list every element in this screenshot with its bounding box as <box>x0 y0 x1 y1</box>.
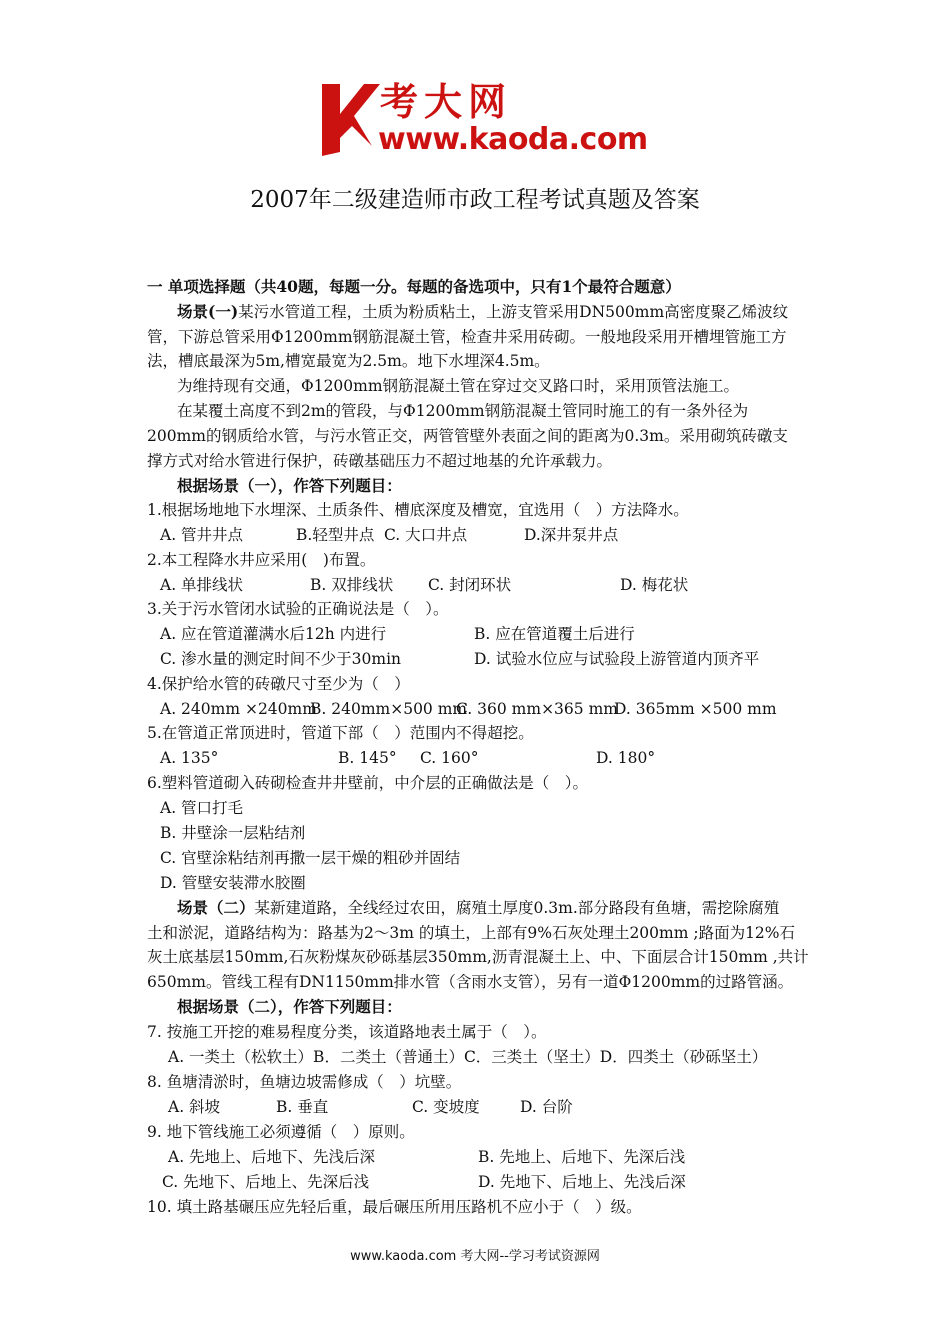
question-stem: 6.塑料管道砌入砖砌检查井井壁前，中介层的正确做法是（ ）。 <box>147 774 589 792</box>
question-stem: 5.在管道正常顶进时，管道下部（ ）范围内不得超挖。 <box>147 724 534 742</box>
logo-url-text: www.kaoda.com <box>378 122 648 157</box>
option-c: C. 官壁涂粘结剂再撒一层干燥的粗砂并固结 <box>160 849 461 867</box>
option-b: B. 先地上、后地下、先深后浅 <box>478 1148 686 1166</box>
option-d: D. 梅花状 <box>620 576 689 594</box>
kaoda-logo <box>318 76 648 162</box>
question-stem: 10. 填土路基碾压应先轻后重，最后碾压所用压路机不应小于（ ）级。 <box>147 1198 642 1216</box>
option-b: B.轻型井点 <box>296 526 375 544</box>
option-d: D.深井泵井点 <box>524 526 619 544</box>
option-c: C. 大口井点 <box>384 526 468 544</box>
scene1-prompt: 根据场景（一），作答下列题目： <box>177 476 402 495</box>
question-stem: 8. 鱼塘清淤时，鱼塘边坡需修成（ ）坑壁。 <box>147 1073 462 1091</box>
option-c: C. 先地下、后地上、先深后浅 <box>162 1173 370 1191</box>
option-d: D. 试验水位应与试验段上游管道内顶齐平 <box>474 650 760 668</box>
option-a: A. 斜坡 <box>168 1098 221 1116</box>
option-a: A. 管口打毛 <box>160 799 244 817</box>
logo-chinese-text: 考大网 <box>380 80 513 124</box>
question-stem: 9. 地下管线施工必须遵循（ ）原则。 <box>147 1123 415 1141</box>
option-a: A. 先地上、后地下、先浅后深 <box>168 1148 376 1166</box>
question-stem: 2.本工程降水井应采用( )布置。 <box>147 551 376 569</box>
option-b: B. 双排线状 <box>310 576 394 594</box>
section-heading: 一 单项选择题（共40题，每题一分。每题的备选项中，只有1个最符合题意） <box>147 277 681 296</box>
scene1-label: 场景(一) <box>177 302 239 321</box>
question-stem: 4.保护给水管的砖礅尺寸至少为（ ） <box>147 675 410 693</box>
scene2-prompt: 根据场景（二），作答下列题目： <box>177 997 402 1016</box>
option-b: B. 应在管道覆土后进行 <box>474 625 635 643</box>
scene1-text: 撑方式对给水管进行保护，砖礅基础压力不超过地基的允许承载力。 <box>147 452 613 470</box>
scene2-text: 灰土底基层150mm,石灰粉煤灰砂砾基层350mm,沥青混凝土上、中、下面层合计150mm ,共计 <box>147 948 809 966</box>
question-stem: 3.关于污水管闭水试验的正确说法是（ ）。 <box>147 600 449 618</box>
option-d: D. 180° <box>596 749 656 767</box>
option-b: B. 井壁涂一层粘结剂 <box>160 824 306 842</box>
option-b: B. 垂直 <box>276 1098 329 1116</box>
option-c: C. 160° <box>420 749 479 767</box>
k-logo-icon <box>318 76 382 162</box>
scene2-text: 土和淤泥，道路结构为：路基为2～3m 的填土，上部有9%石灰处理土200mm ;路面为12%石 <box>147 924 796 942</box>
option-a: A. 管井井点 <box>160 526 244 544</box>
scene1-first-line <box>177 302 788 322</box>
scene2-first-line <box>177 898 779 918</box>
page-title: 2007年二级建造师市政工程考试真题及答案 <box>250 187 700 213</box>
option-c: C. 渗水量的测定时间不少于30min <box>160 650 402 668</box>
option-c: C. 封闭环状 <box>428 576 512 594</box>
question-stem: 1.根据场地地下水埋深、土质条件、槽底深度及槽宽，宜选用（ ）方法降水。 <box>147 501 689 519</box>
scene2-text: 650mm。管线工程有DN1150mm排水管（含雨水支管），另有一道Φ1200mm的过路管涵。 <box>147 973 794 991</box>
options-inline: A. 一类土（松软土）B．二类土（普通土）C．三类土（坚土）D．四类土（砂砾坚土） <box>168 1048 768 1066</box>
scene1-text: 在某覆土高度不到2m的管段，与Φ1200mm钢筋混凝土管同时施工的有一条外径为 <box>177 402 749 420</box>
option-d: D. 先地下、后地上、先浅后深 <box>478 1173 686 1191</box>
scene2-text: 某新建道路，全线经过农田，腐殖土厚度0.3m.部分路段有鱼塘，需挖除腐殖 <box>254 899 780 917</box>
scene2-label: 场景（二） <box>177 898 255 917</box>
scene1-text: 管，下游总管采用Φ1200mm钢筋混凝土管，检查井采用砖砌。一般地段采用开槽埋管施工方 <box>147 328 787 346</box>
page-footer: www.kaoda.com 考大网--学习考试资源网 <box>350 1249 600 1264</box>
option-d: D. 台阶 <box>520 1098 573 1116</box>
scene1-text: 为维持现有交通，Φ1200mm钢筋混凝土管在穿过交叉路口时，采用顶管法施工。 <box>177 377 740 395</box>
option-a: A. 135° <box>160 749 219 767</box>
option-d: D. 365mm ×500 mm <box>614 700 777 718</box>
option-d: D. 管壁安装滞水胶圈 <box>160 874 306 892</box>
option-c: C. 360 mm×365 mm <box>456 700 618 718</box>
option-c: C. 变坡度 <box>412 1098 480 1116</box>
option-a: A. 单排线状 <box>160 576 244 594</box>
option-a: A. 应在管道灌满水后12h 内进行 <box>160 625 387 643</box>
option-a: A. 240mm ×240mm <box>160 700 317 718</box>
scene1-text: 200mm的钢质给水管，与污水管正交，两管管壁外表面之间的距离为0.3m。采用砌筑砖礅支 <box>147 427 788 445</box>
scene1-text: 某污水管道工程，土质为粉质粘土，上游支管采用DN500mm高密度聚乙烯波纹 <box>238 303 789 321</box>
option-b: B. 240mm×500 mm <box>310 700 468 718</box>
question-stem: 7. 按施工开挖的难易程度分类，该道路地表土属于（ ）。 <box>147 1023 547 1041</box>
option-b: B. 145° <box>338 749 397 767</box>
scene1-text: 法，槽底最深为5m,槽宽最宽为2.5m。地下水埋深4.5m。 <box>147 352 550 370</box>
